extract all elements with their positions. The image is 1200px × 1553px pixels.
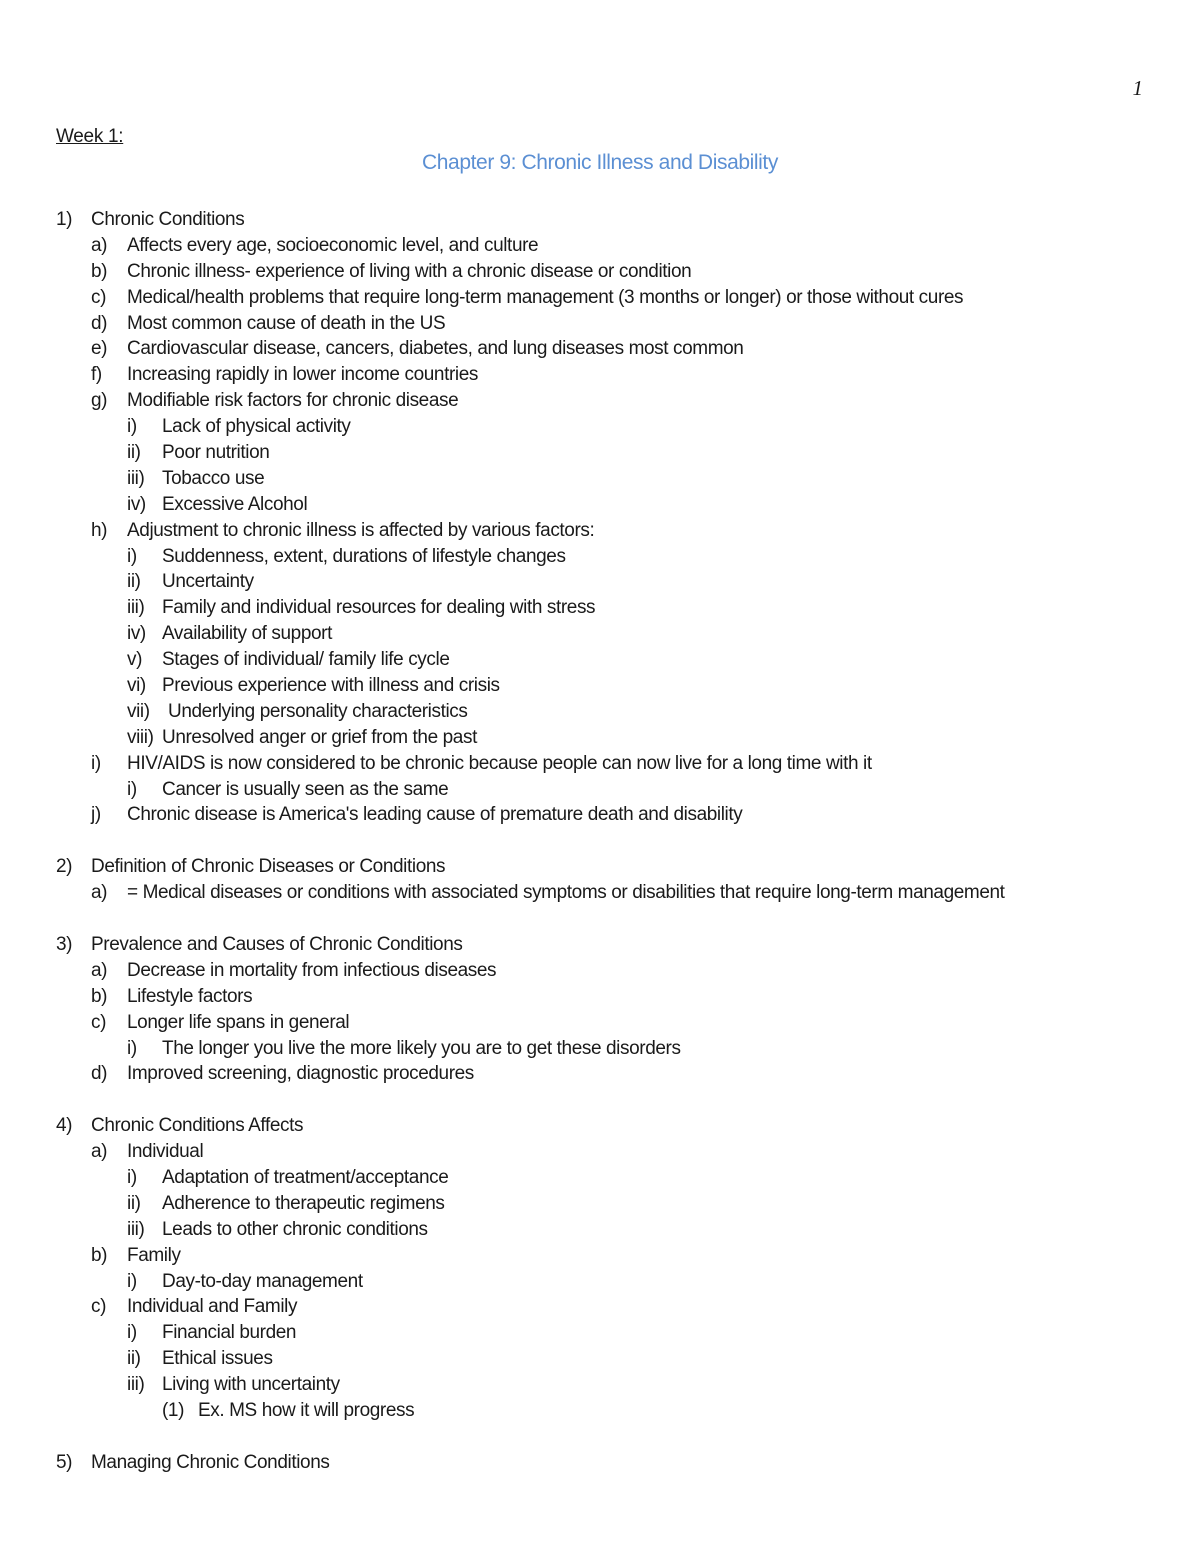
list-text: The longer you live the more likely you are to get these disorders bbox=[162, 1037, 681, 1059]
outline-item bbox=[0, 777, 1200, 803]
outline-item bbox=[0, 1139, 1200, 1165]
list-marker: c) bbox=[91, 1011, 107, 1033]
list-text: Individual and Family bbox=[127, 1296, 298, 1318]
outline-item bbox=[0, 440, 1200, 466]
outline-item bbox=[0, 362, 1200, 388]
outline-item bbox=[0, 1346, 1200, 1372]
list-text: Lack of physical activity bbox=[162, 416, 351, 438]
list-marker: g) bbox=[91, 390, 108, 412]
list-marker: i) bbox=[127, 1270, 137, 1292]
outline-item bbox=[0, 699, 1200, 725]
outline-item bbox=[0, 544, 1200, 570]
list-text: Improved screening, diagnostic procedures bbox=[127, 1063, 474, 1085]
list-marker: viii) bbox=[127, 726, 154, 748]
list-text: HIV/AIDS is now considered to be chronic because people can now live for a long time with it bbox=[127, 752, 872, 774]
list-marker: e) bbox=[91, 338, 108, 360]
list-marker: d) bbox=[91, 1063, 108, 1085]
list-text: Chronic Conditions bbox=[91, 209, 245, 230]
outline-item bbox=[0, 518, 1200, 544]
list-text: Chronic Conditions Affects bbox=[91, 1115, 304, 1137]
list-marker: ii) bbox=[127, 1348, 141, 1370]
list-marker: iii) bbox=[127, 467, 145, 489]
list-marker: i) bbox=[127, 1037, 137, 1059]
list-marker: a) bbox=[91, 959, 108, 981]
list-text: Day-to-day management bbox=[162, 1270, 363, 1292]
outline-item bbox=[0, 466, 1200, 492]
outline-item bbox=[0, 233, 1200, 259]
list-text: Modifiable risk factors for chronic disease bbox=[127, 390, 459, 412]
list-text: Adaptation of treatment/acceptance bbox=[162, 1166, 449, 1188]
outline-item bbox=[0, 414, 1200, 440]
list-marker: 1) bbox=[56, 209, 73, 230]
outline-item bbox=[0, 207, 1200, 233]
outline-item bbox=[0, 880, 1200, 906]
outline-list bbox=[0, 207, 1200, 1476]
outline-item bbox=[0, 388, 1200, 414]
list-text: Lifestyle factors bbox=[127, 985, 253, 1007]
list-text: Definition of Chronic Diseases or Conditions bbox=[91, 856, 446, 878]
list-text: Availability of support bbox=[162, 623, 332, 645]
list-marker: c) bbox=[91, 1296, 107, 1318]
list-marker: iii) bbox=[127, 1218, 145, 1240]
list-text: Tobacco use bbox=[162, 467, 265, 489]
list-marker: ii) bbox=[127, 1192, 141, 1214]
outline-item bbox=[0, 336, 1200, 362]
week-heading: Week 1: bbox=[56, 126, 124, 147]
list-text: Most common cause of death in the US bbox=[127, 312, 446, 334]
list-marker: vi) bbox=[127, 675, 146, 697]
outline-item bbox=[0, 595, 1200, 621]
list-text: Ex. MS how it will progress bbox=[198, 1399, 415, 1421]
spacer bbox=[0, 1087, 1200, 1113]
list-marker: 3) bbox=[56, 933, 73, 955]
outline-item bbox=[0, 259, 1200, 285]
spacer bbox=[0, 906, 1200, 932]
list-marker: 5) bbox=[56, 1451, 73, 1473]
outline-item bbox=[0, 958, 1200, 984]
list-marker: vii) bbox=[127, 700, 150, 722]
outline-item bbox=[0, 1036, 1200, 1062]
list-marker: 2) bbox=[56, 856, 73, 878]
outline-item bbox=[0, 1372, 1200, 1398]
list-marker: v) bbox=[127, 649, 143, 671]
list-marker: 4) bbox=[56, 1115, 73, 1137]
outline-item bbox=[0, 984, 1200, 1010]
list-text: Suddenness, extent, durations of lifestyle changes bbox=[162, 545, 566, 567]
list-text: Affects every age, socioeconomic level, and culture bbox=[127, 234, 539, 256]
spacer bbox=[0, 1424, 1200, 1450]
list-marker: iii) bbox=[127, 597, 145, 619]
outline-item bbox=[0, 1165, 1200, 1191]
chapter-title: Chapter 9: Chronic Illness and Disability bbox=[422, 151, 778, 174]
outline-item bbox=[0, 725, 1200, 751]
list-marker: b) bbox=[91, 260, 108, 282]
outline-item bbox=[0, 1191, 1200, 1217]
list-text: Adherence to therapeutic regimens bbox=[162, 1192, 445, 1214]
outline-item bbox=[0, 647, 1200, 673]
list-text: Decrease in mortality from infectious diseases bbox=[127, 959, 497, 981]
spacer bbox=[0, 828, 1200, 854]
outline-item bbox=[0, 932, 1200, 958]
list-text: Chronic disease is America's leading cause of premature death and disability bbox=[127, 804, 743, 826]
list-marker: iii) bbox=[127, 1374, 145, 1396]
outline-item bbox=[0, 311, 1200, 337]
outline-item bbox=[0, 854, 1200, 880]
list-text: Excessive Alcohol bbox=[162, 493, 308, 515]
list-marker: i) bbox=[127, 1166, 137, 1188]
list-marker: iv) bbox=[127, 623, 146, 645]
outline-item bbox=[0, 802, 1200, 828]
list-text: Individual bbox=[127, 1141, 204, 1163]
outline-item bbox=[0, 1113, 1200, 1139]
list-text: Adjustment to chronic illness is affected by various factors: bbox=[127, 519, 595, 541]
list-text: Family and individual resources for dealing with stress bbox=[162, 597, 596, 619]
list-text: Financial burden bbox=[162, 1322, 297, 1344]
list-marker: (1) bbox=[162, 1399, 185, 1421]
outline-item bbox=[0, 1217, 1200, 1243]
list-text: Family bbox=[127, 1244, 181, 1266]
list-marker: ii) bbox=[127, 442, 141, 464]
list-marker: b) bbox=[91, 985, 108, 1007]
list-text: Previous experience with illness and crisis bbox=[162, 675, 500, 697]
list-marker: c) bbox=[91, 286, 107, 308]
list-text: Living with uncertainty bbox=[162, 1374, 340, 1396]
list-text: Leads to other chronic conditions bbox=[162, 1218, 428, 1240]
list-marker: ii) bbox=[127, 571, 141, 593]
outline-item bbox=[0, 621, 1200, 647]
list-text: Medical/health problems that require long-term management (3 months or longer) or those without cures bbox=[127, 286, 964, 308]
list-text: Poor nutrition bbox=[162, 442, 270, 464]
list-text: Stages of individual/ family life cycle bbox=[162, 649, 450, 671]
list-text: Cardiovascular disease, cancers, diabetes, and lung diseases most common bbox=[127, 338, 744, 360]
list-marker: iv) bbox=[127, 493, 146, 515]
list-marker: i) bbox=[127, 416, 137, 438]
list-marker: a) bbox=[91, 234, 108, 256]
outline-item bbox=[0, 1010, 1200, 1036]
list-marker: f) bbox=[91, 364, 102, 386]
list-marker: i) bbox=[91, 752, 101, 774]
list-text: Longer life spans in general bbox=[127, 1011, 350, 1033]
list-marker: i) bbox=[127, 1322, 137, 1344]
list-text: Uncertainty bbox=[162, 571, 254, 593]
page-number: 1 bbox=[1132, 76, 1143, 100]
outline-item bbox=[0, 569, 1200, 595]
outline-item bbox=[0, 1320, 1200, 1346]
outline-item bbox=[0, 1269, 1200, 1295]
outline-item bbox=[0, 751, 1200, 777]
outline-item bbox=[0, 673, 1200, 699]
outline-item bbox=[0, 492, 1200, 518]
list-text: = Medical diseases or conditions with associated symptoms or disabilities that require long-term management bbox=[127, 882, 1005, 904]
outline-item bbox=[0, 1450, 1200, 1476]
list-marker: i) bbox=[127, 778, 137, 800]
outline-item bbox=[0, 1243, 1200, 1269]
list-marker: i) bbox=[127, 545, 137, 567]
outline-item bbox=[0, 285, 1200, 311]
outline-item bbox=[0, 1294, 1200, 1320]
list-marker: d) bbox=[91, 312, 108, 334]
list-text: Unresolved anger or grief from the past bbox=[162, 726, 477, 748]
list-marker: a) bbox=[91, 1141, 108, 1163]
list-marker: h) bbox=[91, 519, 108, 541]
list-marker: j) bbox=[91, 804, 101, 826]
list-text: Cancer is usually seen as the same bbox=[162, 778, 449, 800]
list-text: Prevalence and Causes of Chronic Conditions bbox=[91, 933, 463, 955]
list-marker: a) bbox=[91, 882, 108, 904]
list-text: Managing Chronic Conditions bbox=[91, 1451, 330, 1473]
list-text: Underlying personality characteristics bbox=[168, 700, 468, 722]
list-text: Increasing rapidly in lower income countries bbox=[127, 364, 478, 386]
list-marker: b) bbox=[91, 1244, 108, 1266]
outline-item bbox=[0, 1398, 1200, 1424]
list-text: Chronic illness- experience of living with a chronic disease or condition bbox=[127, 260, 692, 282]
outline-item bbox=[0, 1061, 1200, 1087]
list-text: Ethical issues bbox=[162, 1348, 273, 1370]
